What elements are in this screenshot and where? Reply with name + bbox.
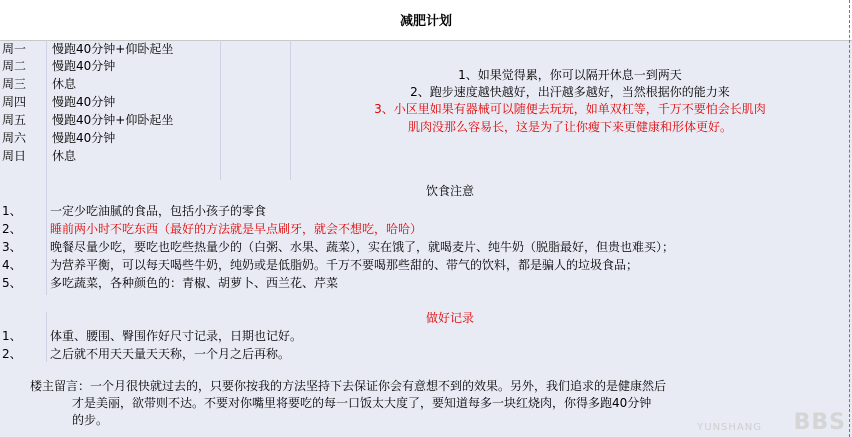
plan-cell: 休息	[52, 149, 77, 163]
day-cell: 周五	[2, 113, 27, 127]
page-break-line	[849, 0, 850, 437]
col-divider	[290, 40, 291, 180]
record-item: 之后就不用天天量天天称，一个月之后再称。	[50, 347, 291, 361]
plan-cell: 慢跑40分钟+仰卧起坐	[52, 42, 174, 56]
tip-line: 1、如果觉得累，你可以隔开休息一到两天	[458, 68, 682, 82]
diet-item: 为营养平衡，可以每天喝些牛奶，纯奶或是低脂奶。千万不要喝那些甜的、带气的饮料，都是骗人的垃圾食品；	[50, 258, 639, 272]
record-num: 2、	[2, 347, 22, 361]
note-line: 楼主留言：一个月很快就过去的，只要你按我的方法坚持下去保证你会有意想不到的效果。另外，我们追求的是健康然后	[30, 379, 667, 393]
note-line: 的步。	[72, 413, 109, 427]
diet-heading: 饮食注意	[425, 184, 474, 198]
tip-line-warning: 肌肉没那么容易长，这是为了让你瘦下来更健康和形体更好。	[407, 120, 732, 134]
watermark-subtext: YUNSHANG	[697, 422, 762, 433]
record-item: 体重、腰围、臀围作好尺寸记录，日期也记好。	[50, 329, 303, 343]
col-divider	[46, 40, 47, 180]
diet-item: 一定少吃油腻的食品，包括小孩子的零食	[50, 204, 267, 218]
day-cell: 周四	[2, 95, 27, 109]
plan-cell: 慢跑40分钟	[52, 131, 116, 145]
diet-num: 2、	[2, 222, 22, 236]
diet-item: 多吃蔬菜，各种颜色的：青椒、胡萝卜、西兰花、芹菜	[50, 276, 339, 290]
diet-num: 5、	[2, 276, 22, 290]
day-cell: 周六	[2, 131, 27, 145]
plan-cell: 休息	[52, 77, 77, 91]
sheet-title: 减肥计划	[399, 14, 452, 29]
tip-line-warning: 3、小区里如果有器械可以随便去玩玩，如单双杠等，千万不要怕会长肌肉	[374, 102, 766, 116]
plan-cell: 慢跑40分钟	[52, 95, 116, 109]
title-row	[0, 0, 852, 41]
day-cell: 周三	[2, 77, 27, 91]
plan-cell: 慢跑40分钟+仰卧起坐	[52, 113, 174, 127]
diet-item-highlight: 睡前两小时不吃东西（最好的方法就是早点刷牙，就会不想吃，哈哈）	[50, 222, 423, 236]
records-heading: 做好记录	[425, 311, 474, 325]
col-divider	[220, 40, 221, 180]
day-cell: 周一	[2, 42, 27, 56]
diet-num: 3、	[2, 240, 22, 254]
record-num: 1、	[2, 329, 22, 343]
note-line: 才是美丽，欲带则不达。不要对你嘴里将要吃的每一口饭太大度了，要知道每多一块红烧肉，你得多跑40分钟	[72, 396, 652, 410]
diet-item: 晚餐尽量少吃，要吃也吃些热量少的（白粥、水果、蔬菜），实在饿了，就喝麦片、纯牛奶（脱脂最好，但贵也难买）；	[50, 240, 675, 254]
day-cell: 周二	[2, 59, 27, 73]
tip-line: 2、跑步速度越快越好，出汗越多越好，当然根据你的能力来	[410, 85, 730, 99]
plan-cell: 慢跑40分钟	[52, 59, 116, 73]
col-divider	[46, 312, 47, 362]
diet-num: 1、	[2, 204, 22, 218]
watermark-logo: BBS	[793, 410, 846, 435]
diet-num: 4、	[2, 258, 22, 272]
day-cell: 周日	[2, 149, 27, 163]
col-divider	[46, 180, 47, 295]
